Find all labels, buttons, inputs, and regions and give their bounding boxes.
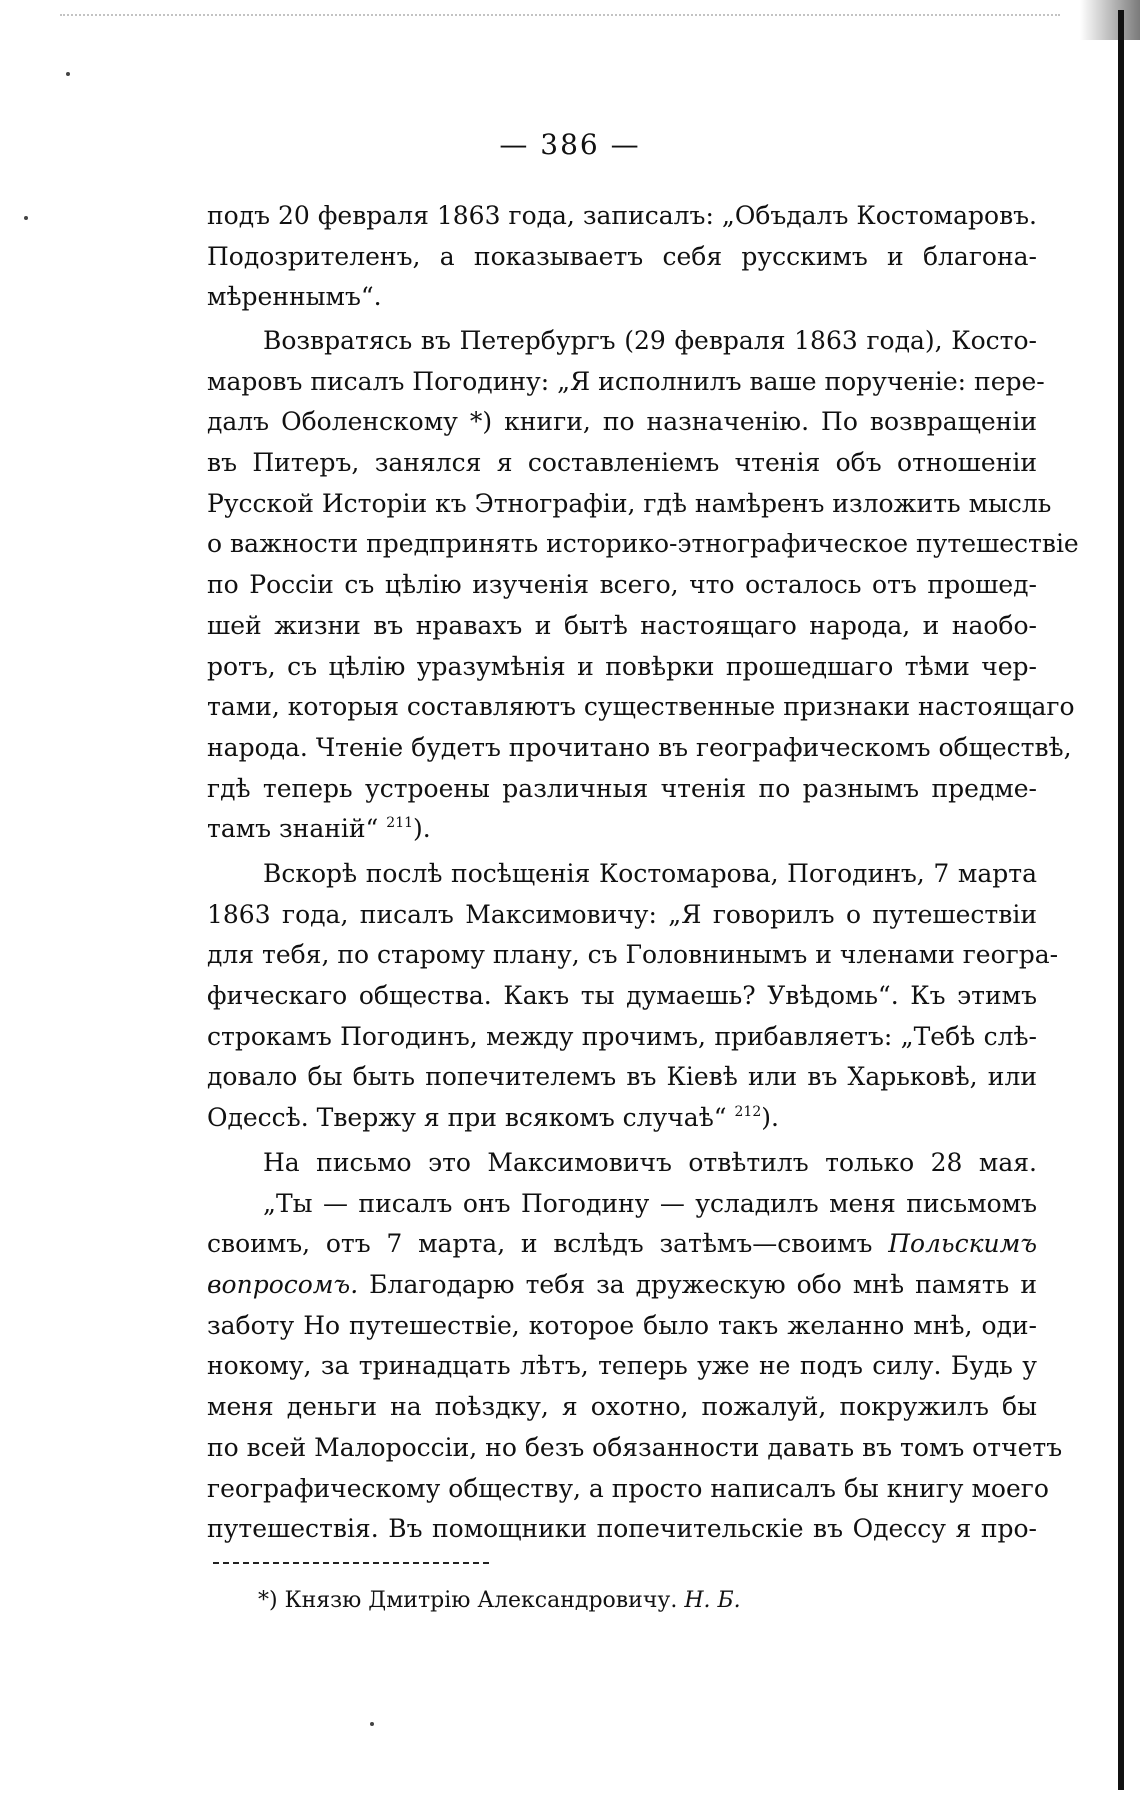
scan-speck — [66, 72, 70, 76]
text-line: нокому, за тринадцать лѣтъ, теперь уже не подъ силу. Будь у — [207, 1351, 1037, 1381]
text-line: Возвратясь въ Петербургъ (29 февраля 1863 года), Косто- — [263, 326, 1037, 355]
text-line — [207, 809, 1037, 850]
scan-speck — [370, 1722, 374, 1726]
text-line: далъ Оболенскому *) книги, по назначенію. По возвращеніи — [207, 407, 1037, 437]
text-fragment: Одессѣ. Твержу я при всякомъ случаѣ“ — [207, 1103, 727, 1133]
text-fragment: своимъ, отъ 7 марта, и вслѣдъ затѣмъ—своимъ — [207, 1229, 873, 1259]
text-line: На письмо это Максимовичъ отвѣтилъ только 28 мая. — [263, 1148, 1037, 1177]
footnote-mark: *) — [258, 1588, 278, 1613]
footnote-ref: 212 — [734, 1104, 762, 1121]
text-line: Подозрителенъ, а показываетъ себя русскимъ и благона- — [207, 241, 1037, 271]
text-line: строкамъ Погодинъ, между прочимъ, прибавляетъ: „Тебѣ слѣ- — [207, 1021, 1037, 1051]
text-line: для тебя, по старому плану, съ Головнинымъ и членами геогра- — [207, 940, 1059, 970]
footnote-text: Князю Дмитрію Александровичу. — [284, 1588, 678, 1613]
text-line: по всей Малороссіи, но безъ обязанности давать въ томъ отчетъ — [207, 1432, 1063, 1462]
text-line: въ Питеръ, занялся я составленіемъ чтенія объ отношеніи — [207, 448, 1037, 478]
text-line: подъ 20 февраля 1863 года, записалъ: „Объдалъ Костомаровъ. — [207, 201, 1037, 230]
paragraph-2 — [207, 321, 1079, 850]
text-line: мѣреннымъ“. — [207, 282, 382, 312]
scan-corner-shadow — [1080, 0, 1140, 40]
text-line: по Россіи съ цѣлію изученія всего, что осталось отъ прошед- — [207, 570, 1037, 600]
text-line: шей жизни въ нравахъ и бытѣ настоящаго народа, и наобо- — [207, 610, 1037, 640]
page-number: — 386 — — [499, 128, 641, 161]
footnote — [258, 1588, 741, 1613]
scan-right-edge — [1118, 10, 1124, 1790]
footnote-signature: Н. Б. — [684, 1588, 741, 1613]
text-line: народа. Чтеніе будетъ прочитано въ географическомъ обществѣ, — [207, 732, 1072, 762]
text-fragment: тамъ знаній“ — [207, 814, 379, 844]
text-line — [207, 1098, 1037, 1139]
paragraph-1 — [207, 196, 1037, 318]
scan-top-edge — [60, 0, 1060, 16]
text-line — [207, 1224, 1037, 1265]
text-fragment: Благодарю тебя за дружескую обо мнѣ память и — [358, 1270, 1037, 1300]
text-line: меня деньги на поѣздку, я охотно, пожалуй, покружилъ бы — [207, 1392, 1037, 1422]
text-line: маровъ писалъ Погодину: „Я исполнилъ ваше порученіе: пере- — [207, 366, 1045, 396]
paragraph-3 — [207, 854, 1059, 1139]
italic-text: вопросомъ. — [207, 1270, 359, 1300]
text-line: заботу Но путешествіе, которое было такъ желанно мнѣ, оди- — [207, 1310, 1037, 1340]
text-line: гдѣ теперь устроены различныя чтенія по разнымъ предме- — [207, 773, 1037, 803]
text-line: путешествія. Въ помощники попечительскіе въ Одессу я про- — [207, 1514, 1037, 1544]
text-fragment: ). — [413, 814, 431, 844]
italic-text: Польскимъ — [888, 1229, 1037, 1259]
text-line: фическаго общества. Какъ ты думаешь? Увѣдомь“. Къ этимъ — [207, 981, 1037, 1011]
text-line: географическому обществу, а просто написалъ бы книгу моего — [207, 1473, 1049, 1503]
text-line: довало бы быть попечителемъ въ Кіевѣ или въ Харьковѣ, или — [207, 1062, 1037, 1092]
footnote-ref: 211 — [386, 815, 414, 832]
text-line: Русской Исторіи къ Этнографіи, гдѣ намѣренъ изложить мысль — [207, 488, 1052, 518]
text-line: о важности предпринять историко-этнографическое путешествіе — [207, 529, 1079, 559]
text-line — [207, 1265, 1037, 1306]
footnote-divider — [213, 1562, 489, 1564]
text-fragment: ). — [761, 1103, 779, 1133]
scan-speck — [24, 216, 28, 220]
paragraph-4 — [207, 1143, 1063, 1550]
text-line: 1863 года, писалъ Максимовичу: „Я говорилъ о путешествіи — [207, 899, 1037, 929]
text-line: ротъ, съ цѣлію уразумѣнія и повѣрки прошедшаго тѣми чер- — [207, 651, 1037, 681]
text-line: Вскорѣ послѣ посѣщенія Костомарова, Погодинъ, 7 марта — [263, 859, 1037, 888]
text-line: „Ты — писалъ онъ Погодину — усладилъ меня письмомъ — [263, 1188, 1037, 1218]
text-line: тами, которыя составляютъ существенные признаки настоящаго — [207, 692, 1075, 722]
